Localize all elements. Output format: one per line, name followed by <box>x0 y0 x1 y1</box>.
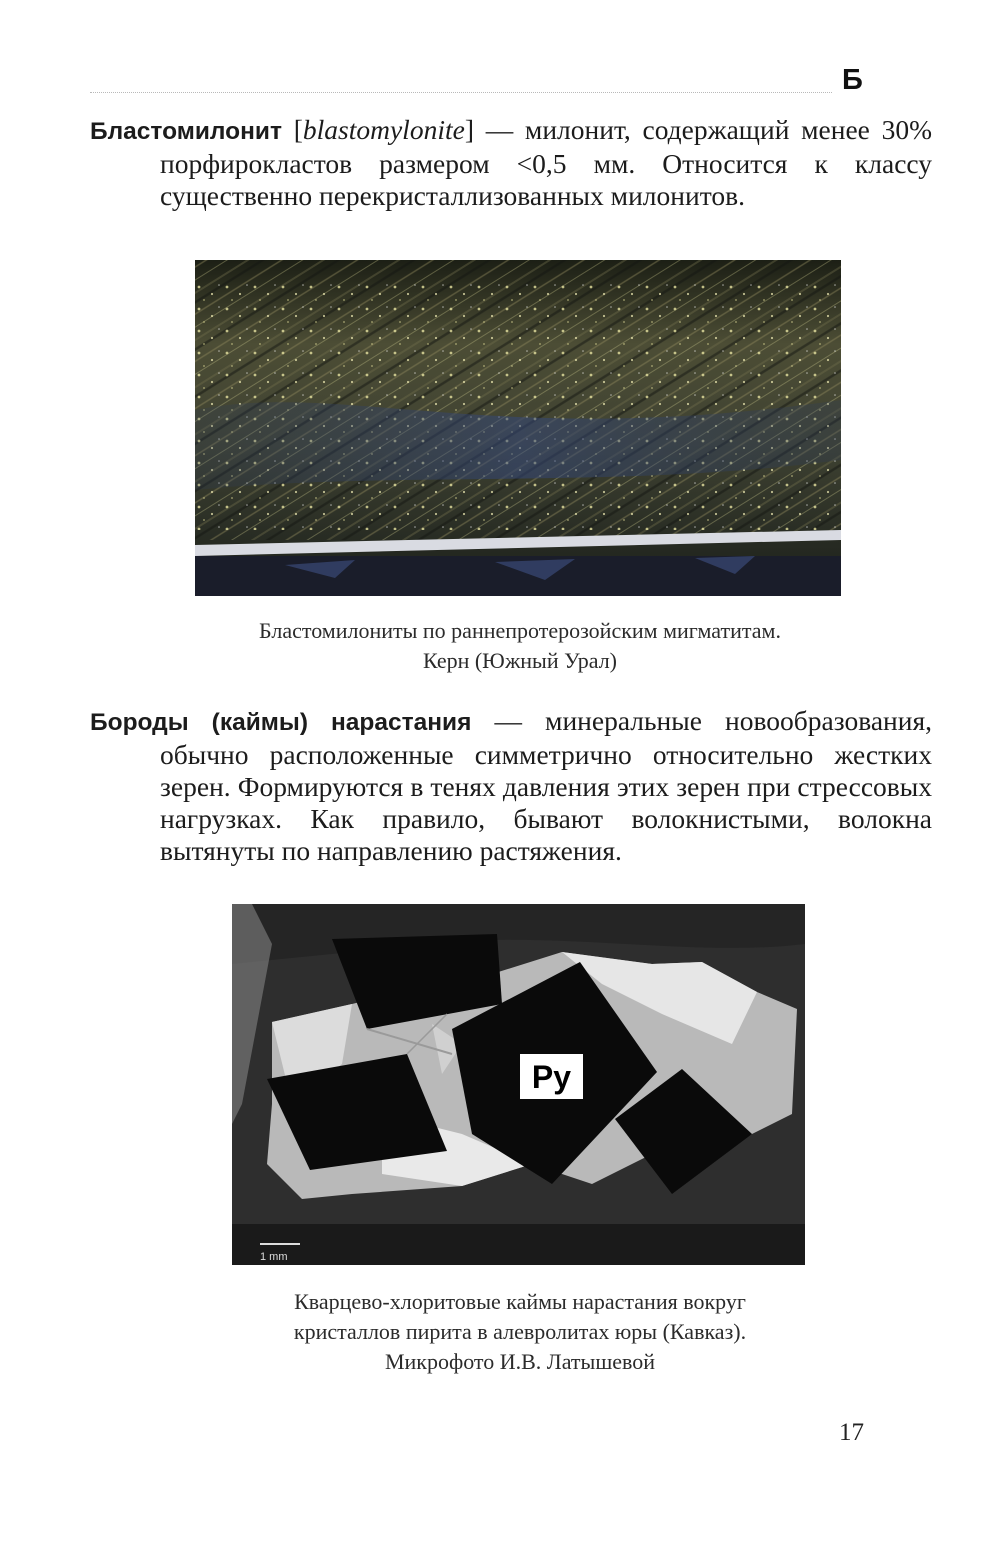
glossary-entry-pressure-fringes <box>90 705 932 867</box>
entry-bracket-open: [ <box>282 114 303 145</box>
entry-term: Бороды (каймы) нарастания <box>90 709 472 736</box>
pyrite-micrograph-image <box>232 904 805 1265</box>
mineral-label: Py <box>531 1059 572 1095</box>
entry-definition: — милонит, содержащий менее 30% порфирокластов размером <0,5 мм. Относится к классу существенно перекристаллизованных милонитов. <box>160 114 932 211</box>
caption-line: Микрофото И.В. Латышевой <box>384 1349 656 1374</box>
scale-bar-label: 1 mm <box>260 1251 288 1263</box>
header-rule <box>90 92 832 93</box>
caption-line: Керн (Южный Урал) <box>422 648 617 673</box>
core-sample-image <box>195 260 841 596</box>
section-letter: Б <box>842 64 863 96</box>
entry-term: Бластомилонит <box>90 118 282 145</box>
entry-definition: — минеральные новообразования, обычно расположенные симметрично относительно жестких зерен. Формируются в тенях давления этих зерен при стрессовых нагрузках. Как правило, бывают волокнистыми, волокна вытянуты по направлению растяжения. <box>160 705 932 866</box>
entry-bracket-close: ] <box>464 114 474 145</box>
caption-line: Кварцево-хлоритовые каймы нарастания вокруг <box>294 1289 746 1314</box>
figure-core-photo <box>195 260 841 596</box>
page-number: 17 <box>839 1419 864 1446</box>
figure-caption-2 <box>130 1287 910 1377</box>
caption-line: кристаллов пирита в алевролитах юры (Кавказ). <box>293 1319 747 1344</box>
glossary-entry-blastomylonite <box>90 114 932 212</box>
figure-micrograph <box>232 904 805 1265</box>
entry-term-english: blastomylonite <box>302 114 465 145</box>
figure-caption-1 <box>140 616 900 676</box>
caption-line: Бластомилониты по раннепротерозойским мигматитам. <box>259 618 781 643</box>
